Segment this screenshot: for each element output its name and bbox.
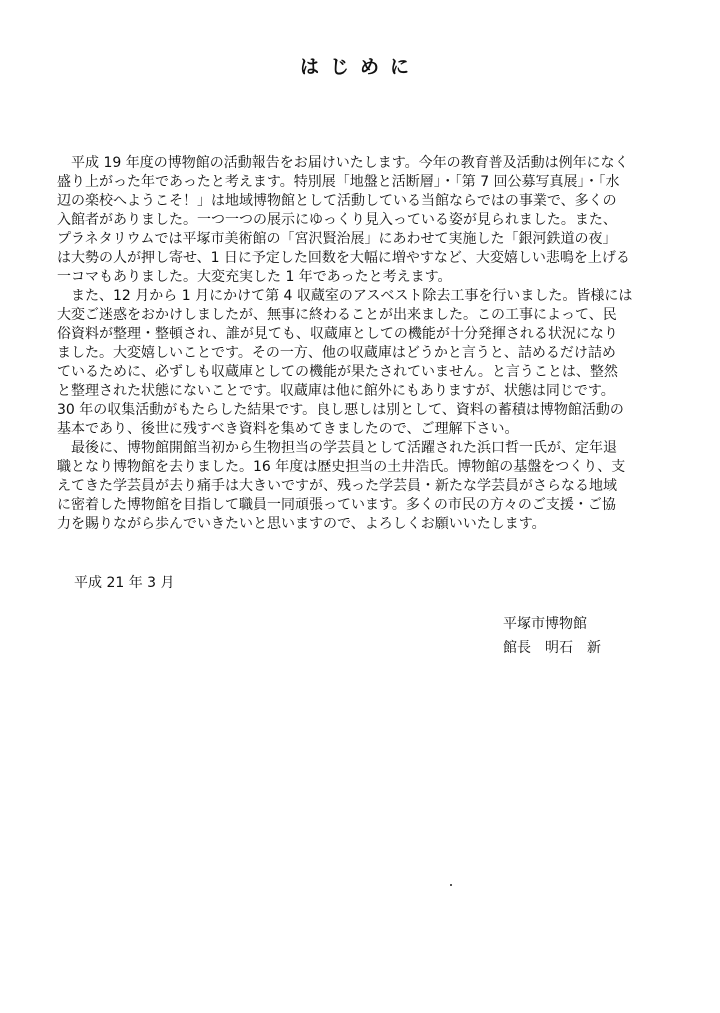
body-text <box>57 154 665 534</box>
text-line: 30 年の収集活動がもたらした結果です。良し悪しは別として、資料の蓄積は博物館活動の <box>57 402 624 418</box>
text-line: に密着した博物館を目指して職員一同頑張っています。多くの市民の方々のご支援・ご協 <box>57 497 616 513</box>
text-line: ているために、必ずしも収蔵庫としての機能が果たされていません。と言うことは、整然 <box>57 364 618 380</box>
text-line: 辺の楽校へようこそ！」は地域博物館として活動している当館ならではの事業で、多くの <box>57 193 617 209</box>
signature-block <box>503 612 601 660</box>
text-line: 最後に、博物館開館当初から生物担当の学芸員として活躍された浜口哲一氏が、定年退 <box>57 440 617 456</box>
paragraph-3 <box>57 439 665 534</box>
text-line: また、12 月から 1 月にかけて第 4 収蔵室のアスベスト除去工事を行いました。皆様には <box>57 288 633 304</box>
text-line: 職となり博物館を去りました。16 年度は歴史担当の土井浩氏。博物館の基盤をつくり、支 <box>57 459 626 475</box>
text-line: は大勢の人が押し寄せ、1 日に予定した回数を大幅に増やすなど、大変嬉しい悲鳴を上げる <box>57 250 630 266</box>
text-line: 力を賜りながら歩んでいきたいと思いますので、よろしくお願いいたします。 <box>57 516 546 532</box>
director-name: 館長 明石 新 <box>503 640 601 656</box>
text-line: ました。大変嬉しいことです。その一方、他の収蔵庫はどうかと言うと、詰めるだけ詰め <box>57 345 616 361</box>
page-title: はじめに <box>299 56 420 78</box>
text-line: 俗資料が整理・整頓され、誰が見ても、収蔵庫としての機能が十分発揮される状況になり <box>57 326 618 342</box>
text-line: 一コマもありました。大変充実した 1 年であったと考えます。 <box>57 269 452 285</box>
text-line: 大変ご迷惑をおかけしましたが、無事に終わることが出来ました。この工事によって、民 <box>57 307 617 323</box>
text-line: と整理された状態にないことです。収蔵庫は他に館外にもありますが、状態は同じです。 <box>57 383 615 399</box>
text-line: 入館者がありました。一つ一つの展示にゆっくり見入っている姿が見られました。また、 <box>57 212 617 228</box>
text-line: 基本であり、後世に残すべき資料を集めてきましたので、ご理解下さい。 <box>57 421 519 437</box>
scan-speck <box>450 884 452 886</box>
text-line: えてきた学芸員が去り痛手は大きいですが、残った学芸員・新たな学芸員がさらなる地域 <box>57 478 617 494</box>
paragraph-1 <box>57 154 665 287</box>
text-line: プラネタリウムでは平塚市美術館の「宮沢賢治展」にあわせて実施した「銀河鉄道の夜」 <box>57 231 617 247</box>
text-line: 平成 19 年度の博物館の活動報告をお届けいたします。今年の教育普及活動は例年になく <box>57 155 629 171</box>
text-line: 盛り上がった年であったと考えます。特別展「地盤と活断層」・「第 7 回公募写真展」・「水 <box>57 174 620 190</box>
organization-name: 平塚市博物館 <box>503 616 587 632</box>
paragraph-2 <box>57 287 665 439</box>
date-line: 平成 21 年 3 月 <box>74 575 175 591</box>
